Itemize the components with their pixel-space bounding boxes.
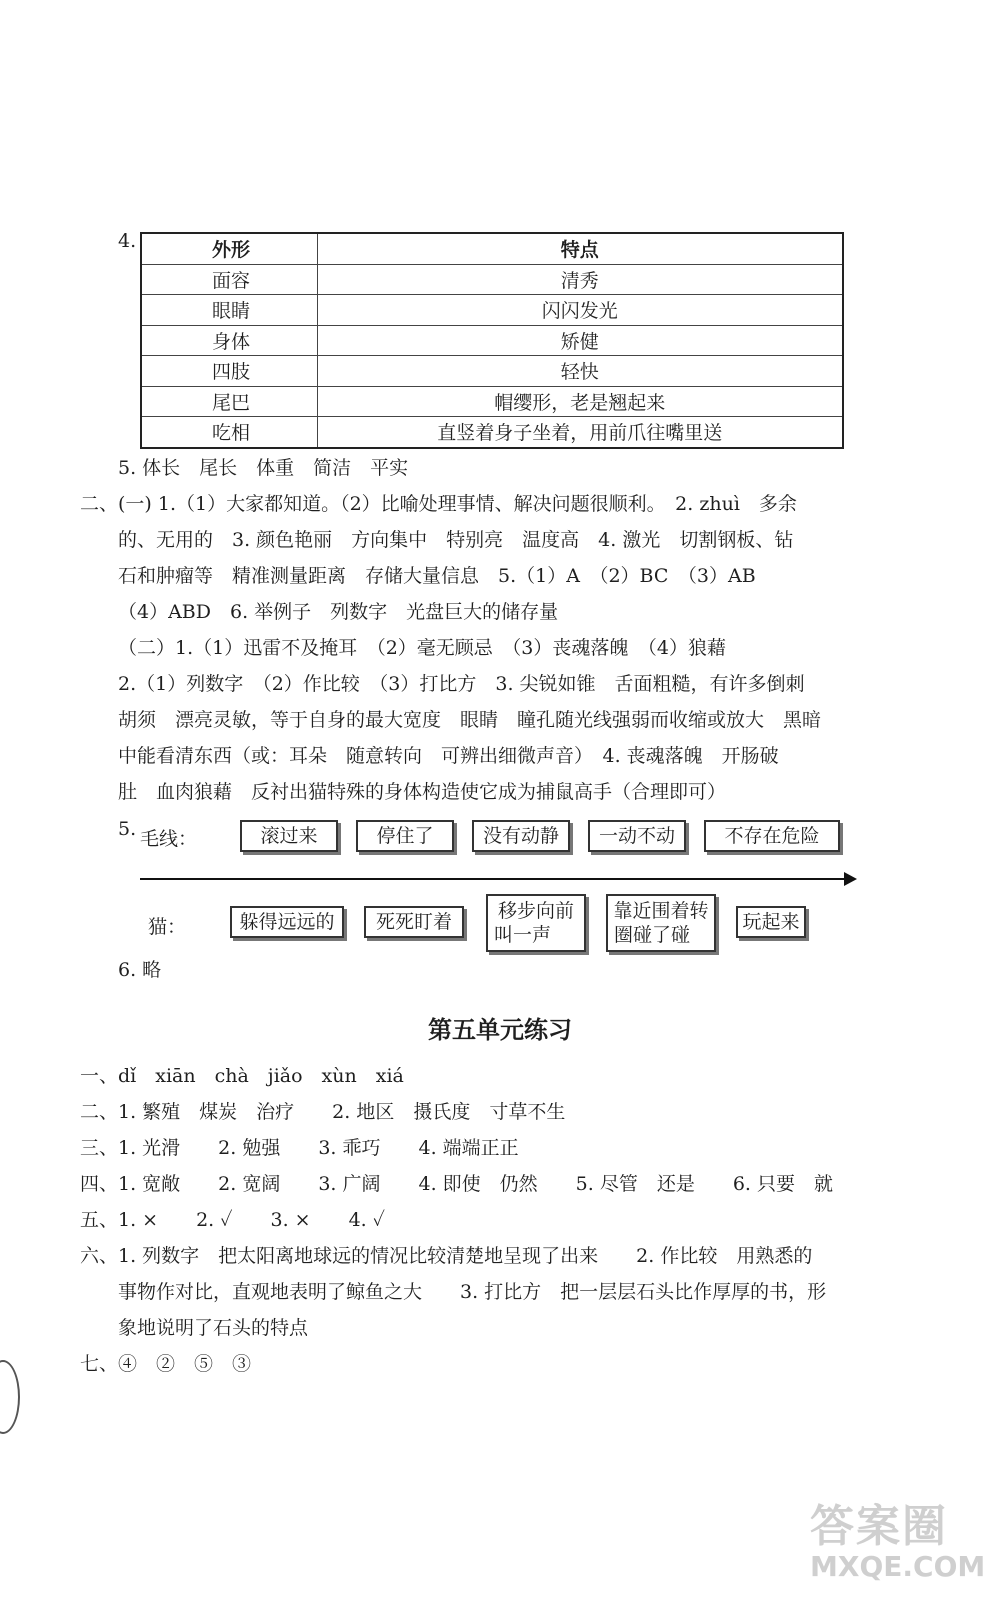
cat-step-text: 躲得远远的 <box>239 911 335 933</box>
yarn-label: 毛线： <box>140 828 198 850</box>
answer-line: 七、④ ② ⑤ ③ <box>80 1353 252 1375</box>
table-cell: 直竖着身子坐着，用前爪往嘴里送 <box>317 417 843 448</box>
answer-line: 的、无用的 3. 颜色艳丽 方向集中 特别亮 温度高 4. 激光 切割钢板、钻 <box>118 529 794 551</box>
table-cell: 身体 <box>141 325 317 356</box>
table-cell: 吃相 <box>141 417 317 448</box>
watermark <box>810 1490 986 1590</box>
cat-step-text: 靠近围着转 <box>613 900 709 922</box>
table-cell: 帽缨形，老是翘起来 <box>317 386 843 417</box>
watermark-url: MXQE.COM <box>810 1550 986 1583</box>
cat-step-box <box>364 906 464 938</box>
table-row <box>141 386 843 417</box>
table-cell: 轻快 <box>317 356 843 387</box>
table-cell: 四肢 <box>141 356 317 387</box>
answer-line: 肚 血肉狼藉 反衬出猫特殊的身体构造使它成为捕鼠高手（合理即可） <box>118 781 727 803</box>
table-row <box>141 417 843 448</box>
answer-line: （4）ABD 6. 举例子 列数字 光盘巨大的储存量 <box>118 601 559 623</box>
cat-step-box <box>230 906 344 938</box>
cat-label: 猫： <box>148 916 187 938</box>
cat-step-box <box>606 894 716 952</box>
cat-step-text: 死死盯着 <box>375 911 452 933</box>
answer-line: 事物作对比，直观地表明了鲸鱼之大 3. 打比方 把一层层石头比作厚厚的书，形 <box>118 1281 827 1303</box>
trait-table <box>140 232 844 449</box>
yarn-step-box: 没有动静 <box>472 820 570 852</box>
cat-step-text: 移步向前 <box>497 900 574 922</box>
yarn-step-box: 停住了 <box>356 820 454 852</box>
answer-line: 二、1. 繁殖 煤炭 治疗 2. 地区 摄氏度 寸草不生 <box>80 1101 566 1123</box>
answer-line: 2.（1）列数字 （2）作比较 （3）打比方 3. 尖锐如锥 舌面粗糙，有许多倒刺 <box>118 673 805 695</box>
answer-line: 一、dǐ xiān chà jiǎo xùn xiá <box>80 1065 404 1087</box>
page-edge-mark <box>0 1360 20 1434</box>
arrow-right-icon <box>844 872 857 886</box>
answer-line: （二）1.（1）迅雷不及掩耳 （2）毫无顾忌 （3）丧魂落魄 （4）狼藉 <box>118 637 726 659</box>
yarn-step-box: 不存在危险 <box>704 820 840 852</box>
watermark-logo: 答案圈 <box>810 1501 948 1552</box>
table-cell: 闪闪发光 <box>317 295 843 326</box>
answer-line: 胡须 漂亮灵敏，等于自身的最大宽度 眼睛 瞳孔随光线强弱而收缩或放大 黑暗 <box>118 709 822 731</box>
table-cell: 眼睛 <box>141 295 317 326</box>
table-cell: 面容 <box>141 264 317 295</box>
cat-step-text: 圈碰了碰 <box>614 924 691 946</box>
answer-line: 六、1. 列数字 把太阳离地球远的情况比较清楚地呈现了出来 2. 作比较 用熟悉的 <box>80 1245 813 1267</box>
answer-line: 5. 体长 尾长 体重 简洁 平实 <box>118 457 409 479</box>
answer-line: 6. 略 <box>118 959 162 981</box>
answer-line: 五、1. × 2. ✓ 3. × 4. ✓ <box>80 1209 386 1231</box>
table-row <box>141 325 843 356</box>
answer-line: 石和肿瘤等 精准测量距离 存储大量信息 5.（1）A （2）BC （3）AB <box>118 565 756 587</box>
yarn-step-box: 一动不动 <box>588 820 686 852</box>
table-header-cell: 特点 <box>317 233 843 264</box>
answer-line: 中能看清东西（或：耳朵 随意转向 可辨出细微声音） 4. 丧魂落魄 开肠破 <box>118 745 779 767</box>
answer-line: 二、(一) 1.（1）大家都知道。（2）比喻处理事情、解决问题很顺利。 2. zhuì 多余 <box>80 493 797 515</box>
question-number: 4. <box>118 230 137 252</box>
table-cell: 矫健 <box>317 325 843 356</box>
table-header-row <box>141 233 843 264</box>
yarn-step-box: 滚过来 <box>240 820 338 852</box>
cat-step-box <box>736 906 806 938</box>
cat-step-text: 玩起来 <box>742 911 800 933</box>
timeline-arrow-line <box>140 878 846 880</box>
question-number: 5. <box>118 818 137 840</box>
cat-step-text: 叫一声 <box>494 924 552 946</box>
section-title: 第五单元练习 <box>428 1015 572 1044</box>
cat-step-box <box>486 894 586 952</box>
answer-line: 三、1. 光滑 2. 勉强 3. 乖巧 4. 端端正正 <box>80 1137 519 1159</box>
table-row <box>141 356 843 387</box>
table-cell: 清秀 <box>317 264 843 295</box>
table-header-cell: 外形 <box>141 233 317 264</box>
answer-line: 四、1. 宽敞 2. 宽阔 3. 广阔 4. 即使 仍然 5. 尽管 还是 6. 只要 就 <box>80 1173 834 1195</box>
table-row <box>141 264 843 295</box>
table-row <box>141 295 843 326</box>
answer-line: 象地说明了石头的特点 <box>118 1317 309 1339</box>
table-cell: 尾巴 <box>141 386 317 417</box>
